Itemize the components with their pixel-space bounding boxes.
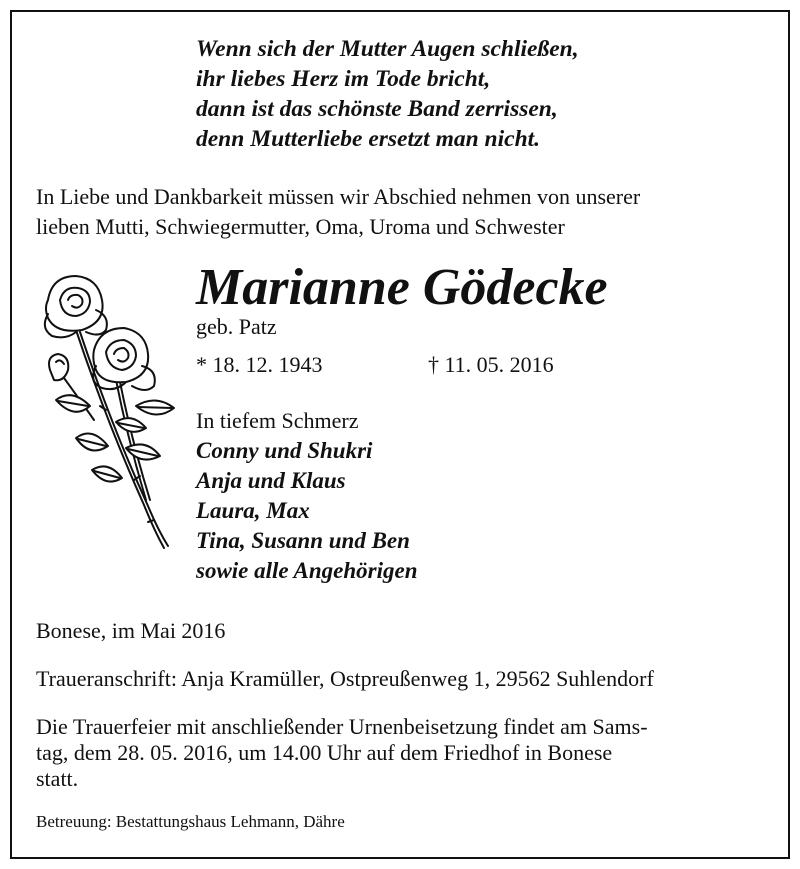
poem-line: ihr liebes Herz im Tode bricht, [196,66,491,92]
mourner-entry: sowie alle Angehörigen [196,558,418,583]
ceremony-line: tag, dem 28. 05. 2016, um 14.00 Uhr auf dem Friedhof in Bonese [36,740,613,765]
poem-line: Wenn sich der Mutter Augen schließen, [196,36,579,62]
birth-date: * 18. 12. 1943 [196,352,323,377]
mourners-list [196,436,418,586]
rose-icon [36,270,186,555]
intro-line: lieben Mutti, Schwiegermutter, Oma, Uroma und Schwester [36,214,565,239]
ceremony-info [36,714,766,792]
death-date: † 11. 05. 2016 [428,352,554,377]
place-date: Bonese, im Mai 2016 [36,618,226,643]
ceremony-line: Die Trauerfeier mit anschließender Urnenbeisetzung findet am Sams- [36,714,648,739]
mourners-heading: In tiefem Schmerz [196,408,359,433]
poem-line: denn Mutterliebe ersetzt man nicht. [196,126,541,152]
ceremony-line: statt. [36,766,79,791]
poem [196,34,579,154]
intro-text [36,182,640,242]
poem-line: dann ist das schönste Band zerrissen, [196,96,558,122]
mourner-entry: Laura, Max [196,498,310,523]
intro-line: In Liebe und Dankbarkeit müssen wir Abschied nehmen von unserer [36,184,641,209]
mourner-entry: Anja und Klaus [196,468,346,493]
maiden-name: geb. Patz [196,314,277,339]
mourning-address: Traueranschrift: Anja Kramüller, Ostpreußenweg 1, 29562 Suhlendorf [36,666,654,691]
deceased-name: Marianne Gödecke [196,259,608,316]
mourner-entry: Conny und Shukri [196,438,373,463]
mourner-entry: Tina, Susann und Ben [196,528,410,553]
funeral-home: Betreuung: Bestattungshaus Lehmann, Dähre [36,812,345,831]
